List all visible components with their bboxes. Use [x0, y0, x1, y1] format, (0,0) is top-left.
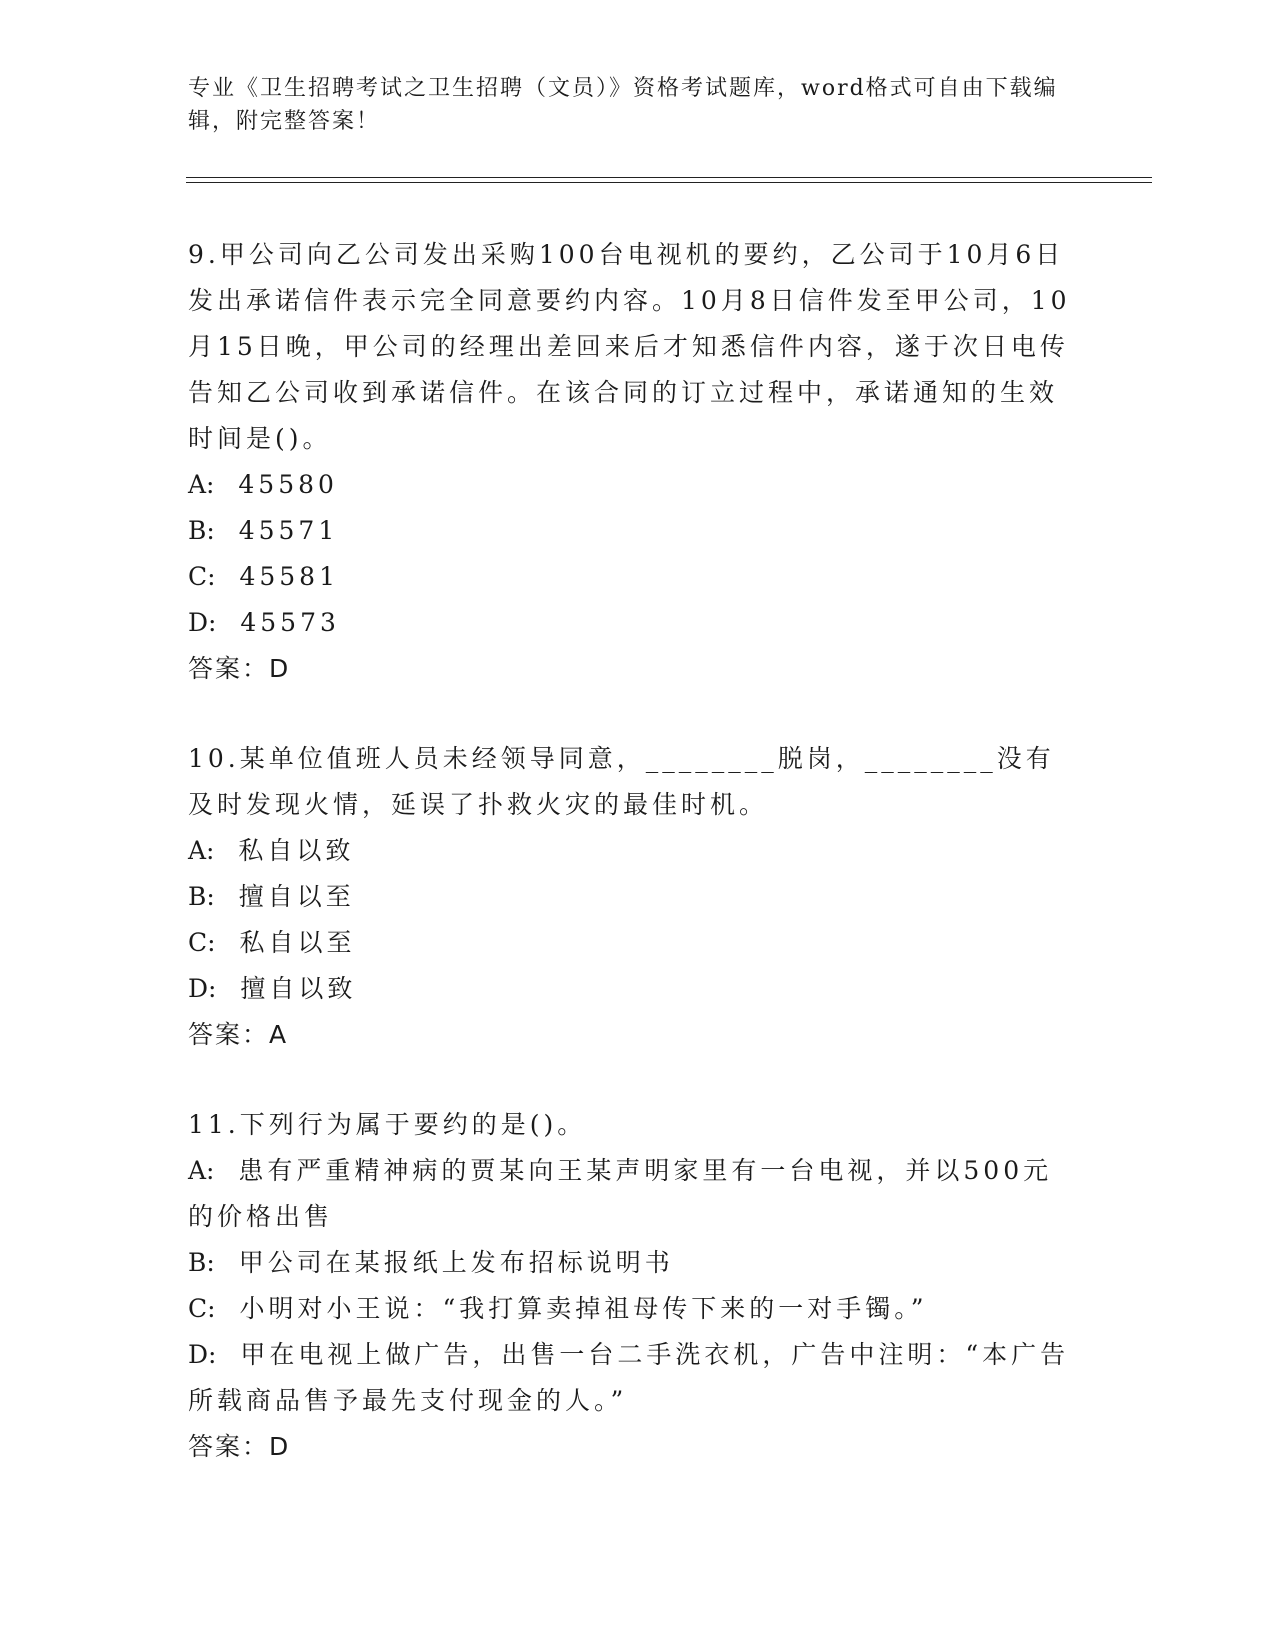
option-text: 擅自以至 [238, 882, 355, 911]
option-label: B: [188, 882, 215, 911]
option-b [188, 508, 1078, 554]
option-text: 小明对小王说：“我打算卖掉祖母传下来的一对手镯。” [239, 1294, 928, 1323]
answer-line: 答案：A [188, 1020, 289, 1049]
question-11 [188, 1102, 1078, 1470]
answer-line: 答案：D [188, 654, 291, 683]
option-b [188, 874, 1078, 920]
option-label: C: [188, 562, 216, 591]
option-label: D: [188, 1340, 217, 1369]
option-c [188, 920, 1078, 966]
option-label: B: [188, 516, 215, 545]
option-label: B: [188, 1248, 215, 1277]
header-text: 专业《卫生招聘考试之卫生招聘（文员）》资格考试题库，word格式可自由下载编辑，附完整答案！ [188, 76, 1058, 134]
option-text: 甲在电视上做广告，出售一台二手洗衣机，广告中注明：“本广告所载商品售予最先支付现金的人。” [188, 1340, 1070, 1415]
option-text: 45571 [238, 516, 339, 545]
option-text: 擅自以致 [240, 974, 357, 1003]
option-d [188, 1332, 1078, 1424]
option-text: 甲公司在某报纸上发布招标说明书 [238, 1248, 674, 1277]
option-d [188, 600, 1078, 646]
option-label: C: [188, 1294, 216, 1323]
question-list [188, 232, 1078, 1514]
question-stem: 11.下列行为属于要约的是()。 [188, 1110, 587, 1139]
option-d [188, 966, 1078, 1012]
option-label: D: [188, 974, 217, 1003]
option-a [188, 462, 1078, 508]
header-divider-bottom [186, 182, 1152, 183]
option-a [188, 1148, 1078, 1240]
header-divider-top [186, 177, 1152, 178]
document-header [188, 72, 1068, 138]
option-label: A: [188, 836, 215, 865]
option-text: 45573 [240, 608, 340, 637]
option-text: 45581 [239, 562, 339, 591]
question-9 [188, 232, 1078, 692]
option-text: 患有严重精神病的贾某向王某声明家里有一台电视，并以500元的价格出售 [188, 1156, 1053, 1231]
question-10 [188, 736, 1078, 1058]
option-text: 私自以致 [238, 836, 355, 865]
option-label: A: [188, 470, 215, 499]
answer-line: 答案：D [188, 1432, 291, 1461]
option-a [188, 828, 1078, 874]
option-text: 45580 [238, 470, 338, 499]
question-stem: 9.甲公司向乙公司发出采购100台电视机的要约，乙公司于10月6日发出承诺信件表示完全同意要约内容。10月8日信件发至甲公司，10月15日晚，甲公司的经理出差回来后才知悉信件内容，遂于次日电传告知乙公司收到承诺信件。在该合同的订立过程中，承诺通知的生效时间是()。 [188, 240, 1071, 453]
option-label: D: [188, 608, 217, 637]
option-label: A: [188, 1156, 215, 1185]
option-label: C: [188, 928, 216, 957]
question-stem: 10.某单位值班人员未经领导同意，________脱岗，________没有及时发现火情，延误了扑救火灾的最佳时机。 [188, 744, 1055, 819]
option-b [188, 1240, 1078, 1286]
option-c [188, 554, 1078, 600]
option-text: 私自以至 [239, 928, 356, 957]
option-c [188, 1286, 1078, 1332]
